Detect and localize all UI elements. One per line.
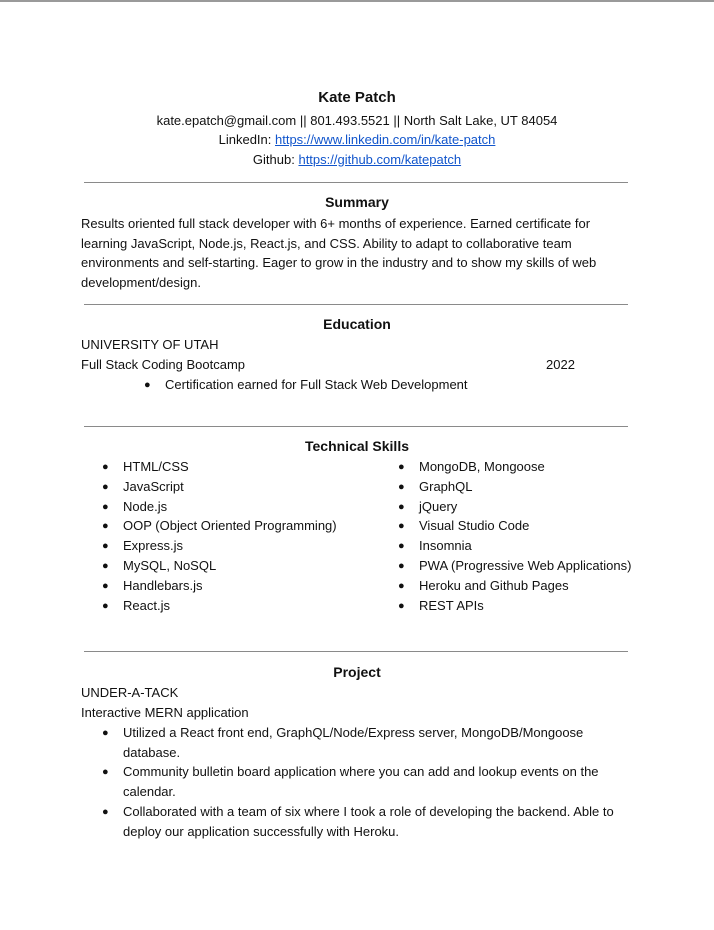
bullet-icon: ●: [102, 461, 109, 473]
education-program: Full Stack Coding Bootcamp: [81, 357, 246, 372]
divider: [84, 426, 628, 427]
skill-item: JavaScript: [123, 478, 184, 494]
bullet-icon: ●: [102, 806, 109, 818]
divider: [84, 182, 628, 183]
skill-item: React.js: [123, 597, 170, 613]
skill-item: Visual Studio Code: [419, 518, 530, 534]
bullet-icon: ●: [102, 579, 109, 592]
bullet-icon: ●: [144, 379, 151, 391]
skill-item: Heroku and Github Pages: [419, 577, 569, 593]
bullet-icon: ●: [398, 540, 405, 553]
bullet-icon: ●: [102, 766, 109, 778]
summary-heading: Summary: [325, 194, 389, 210]
linkedin-link[interactable]: https://www.linkedin.com/in/kate-patch: [275, 132, 496, 147]
top-border: [0, 0, 714, 2]
contact-line: kate.epatch@gmail.com || 801.493.5521 || North Salt Lake, UT 84054: [156, 113, 558, 128]
skill-item: Insomnia: [419, 538, 472, 554]
resume-name: Kate Patch: [318, 89, 396, 106]
bullet-icon: ●: [102, 480, 109, 493]
skill-item: Handlebars.js: [123, 577, 203, 593]
bullet-icon: ●: [398, 599, 405, 612]
education-school: UNIVERSITY OF UTAH: [81, 337, 219, 352]
skill-item: MongoDB, Mongoose: [419, 459, 545, 474]
skill-item: jQuery: [419, 498, 458, 514]
skill-item: OOP (Object Oriented Programming): [123, 518, 337, 534]
skill-item: REST APIs: [419, 597, 484, 613]
github-label: Github:: [252, 152, 295, 167]
bullet-icon: ●: [102, 727, 109, 739]
skill-item: HTML/CSS: [123, 459, 189, 474]
bullet-icon: ●: [398, 480, 405, 493]
divider: [84, 651, 628, 652]
education-year: 2022: [546, 357, 575, 372]
bullet-icon: ●: [102, 560, 109, 572]
skill-item: Express.js: [123, 538, 183, 554]
skill-item: Node.js: [123, 498, 168, 514]
bullet-icon: ●: [102, 500, 109, 513]
github-link[interactable]: https://github.com/katepatch: [298, 152, 462, 167]
summary-text: Results oriented full stack developer with 6+ months of experience. Earned certificate for learning JavaScript, Node.js, React.js, and CSS. Ability to adapt to collaborative team environments and self-starting. Eager to grow in the industry and to show my skills of web development/design.: [81, 216, 597, 290]
project-bullet: Community bulletin board application where you can add and lookup events on the calendar.: [123, 764, 599, 799]
education-heading: Education: [323, 316, 391, 332]
skill-item: PWA (Progressive Web Applications): [419, 558, 632, 573]
project-title: UNDER-A-TACK: [81, 685, 179, 700]
bullet-icon: ●: [102, 599, 109, 612]
bullet-icon: ●: [398, 461, 405, 473]
project-heading: Project: [333, 664, 381, 680]
project-bullet: Utilized a React front end, GraphQL/Node/Express server, MongoDB/Mongoose database.: [123, 725, 584, 760]
linkedin-label: LinkedIn:: [218, 132, 272, 147]
project-subtitle: Interactive MERN application: [81, 705, 249, 720]
github-row: [0, 150, 714, 170]
bullet-icon: ●: [398, 520, 405, 533]
bullet-icon: ●: [398, 500, 405, 513]
skill-item: MySQL, NoSQL: [123, 558, 217, 573]
bullet-icon: ●: [102, 520, 109, 533]
divider: [84, 304, 628, 305]
bullet-icon: ●: [398, 560, 405, 572]
project-bullet: Collaborated with a team of six where I took a role of developing the backend. Able to deploy our application successfully with Heroku.: [123, 804, 614, 839]
education-bullet: Certification earned for Full Stack Web Development: [165, 377, 468, 392]
skill-item: GraphQL: [419, 478, 473, 494]
skills-heading: Technical Skills: [304, 438, 409, 454]
bullet-icon: ●: [102, 540, 109, 553]
linkedin-row: [0, 130, 714, 150]
bullet-icon: ●: [398, 579, 405, 592]
